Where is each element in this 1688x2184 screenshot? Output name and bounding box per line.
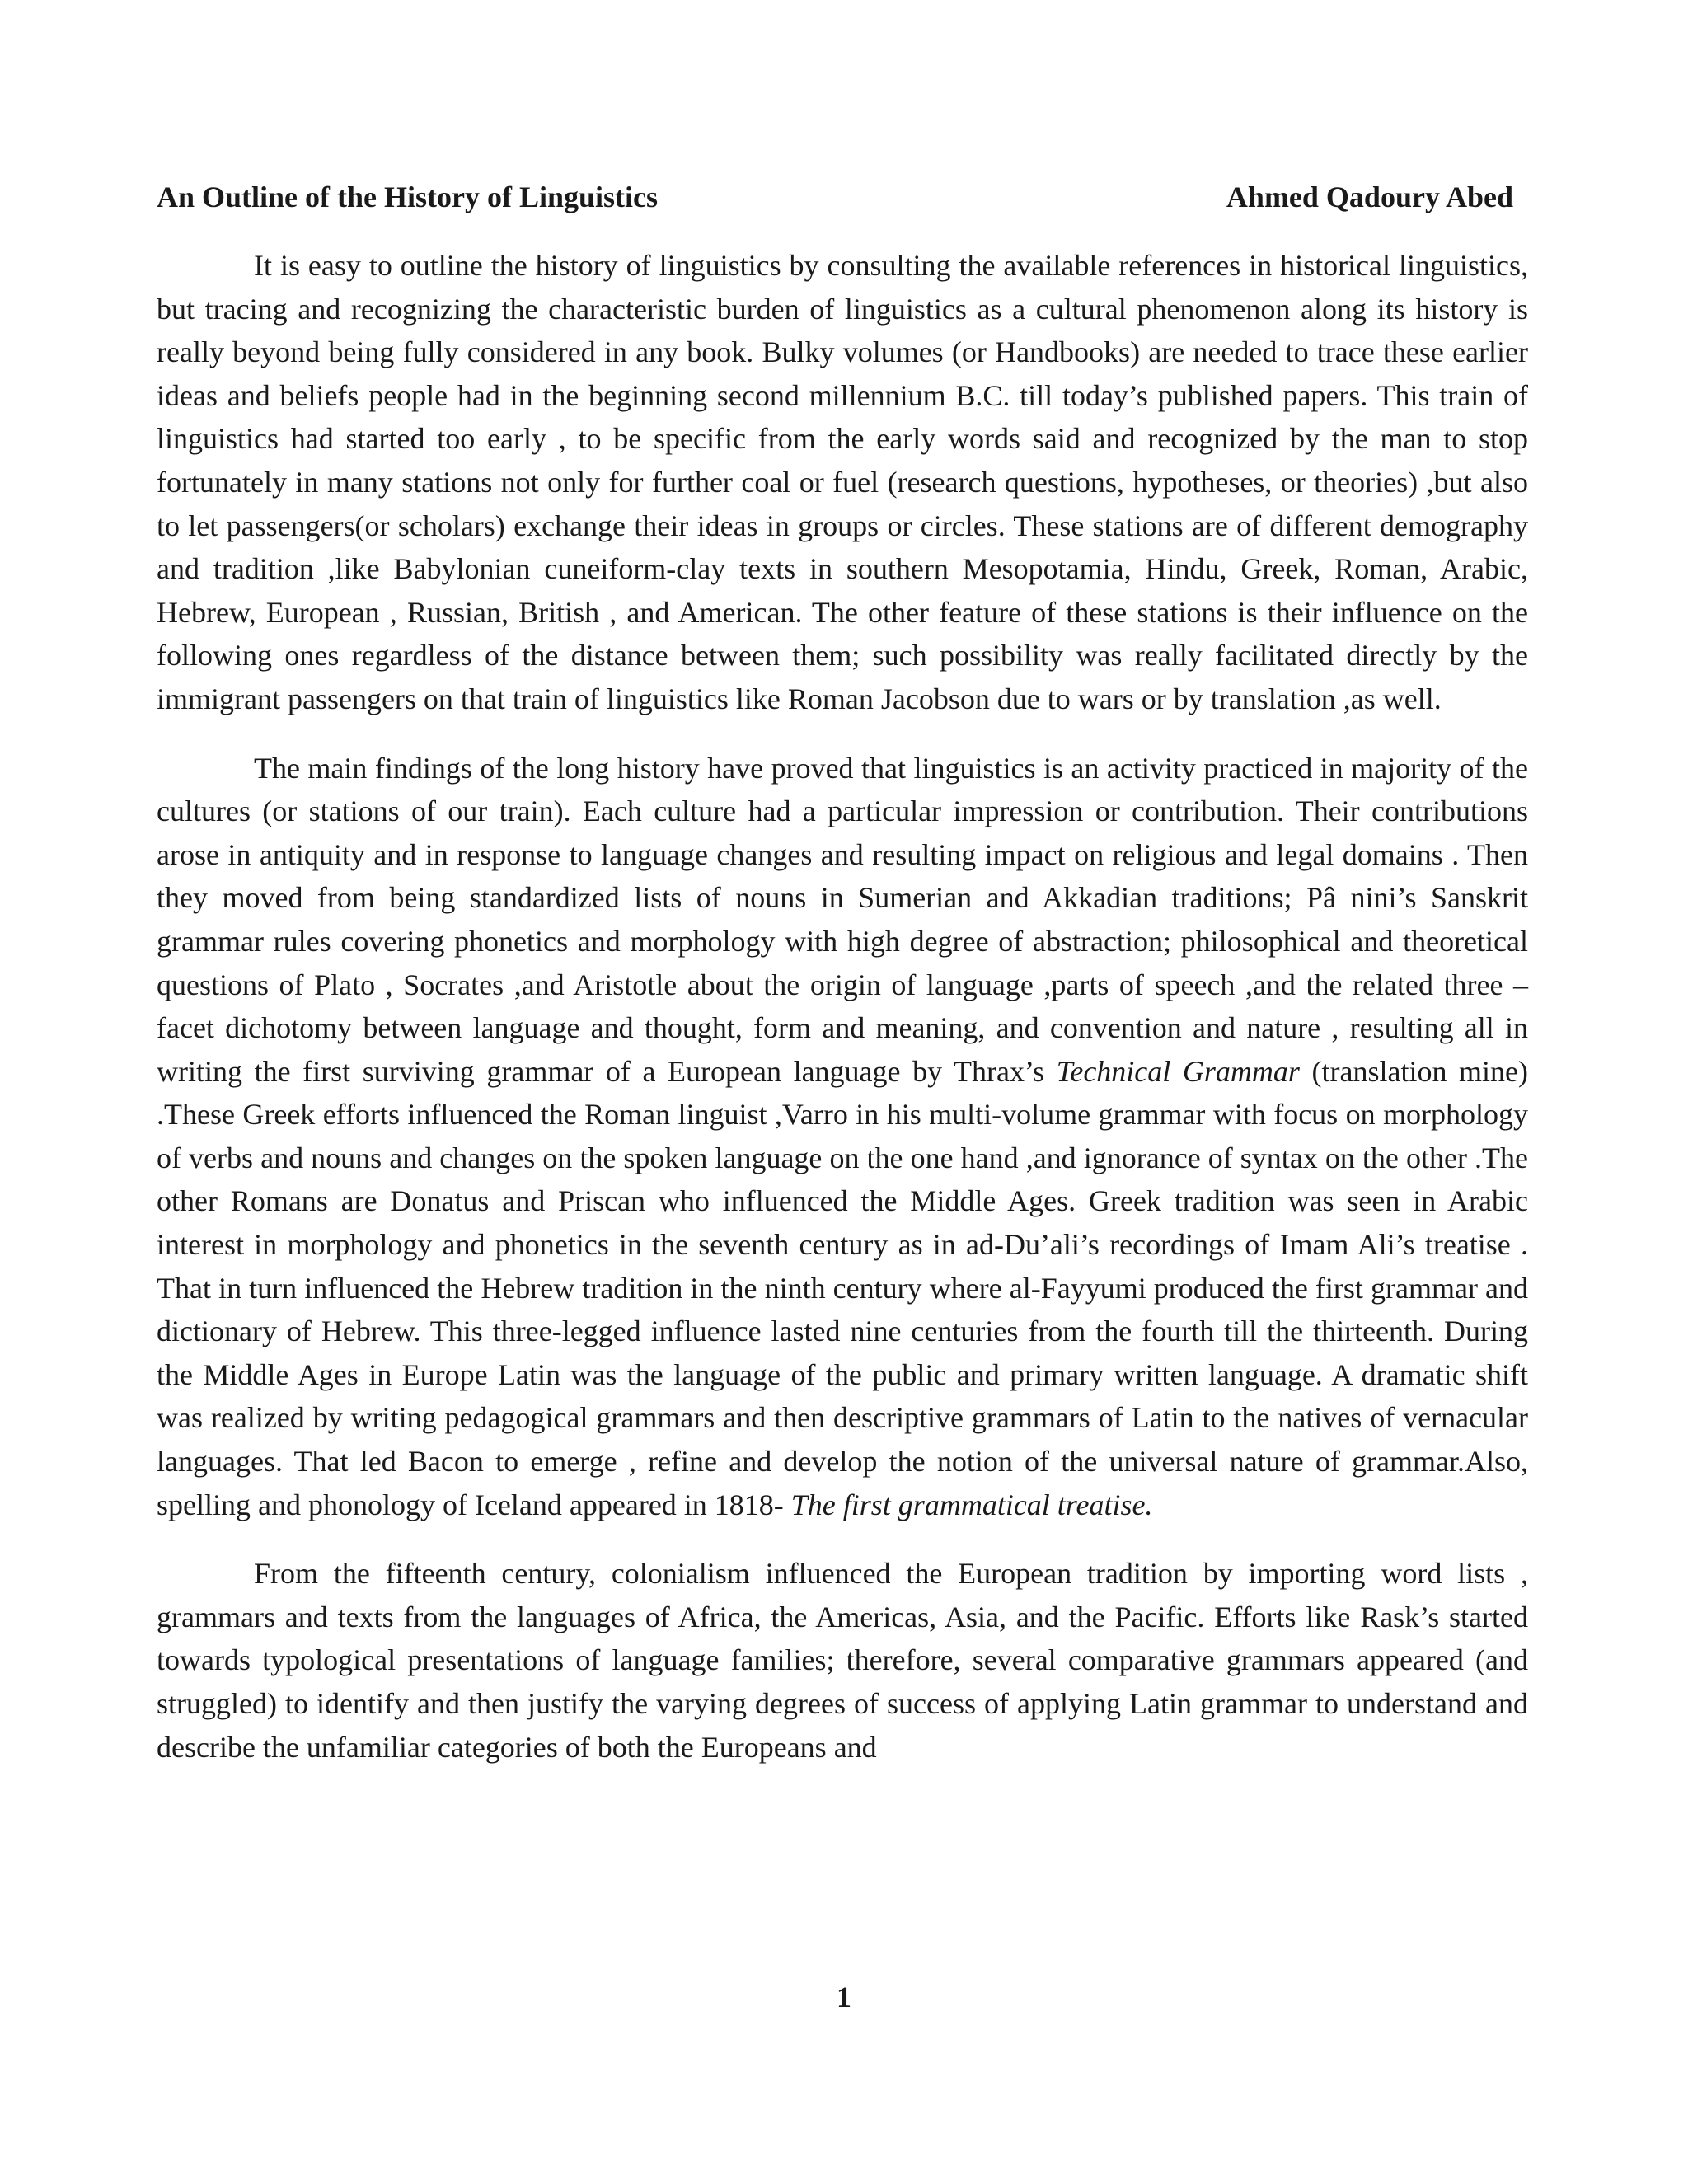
page-header <box>157 176 1513 218</box>
body-text <box>157 244 1528 1769</box>
paragraph-1: It is easy to outline the history of linguistics by consulting the available references in historical linguistics, but tracing and recognizing the characteristic burden of linguistics as a cultural phenomenon along its history is really beyond being fully considered in any book. Bulky volumes (or Handbooks) are needed to trace these earlier ideas and beliefs people had in the beginning second millennium B.C. till today’s published papers. This train of linguistics had started too early , to be specific from the early words said and recognized by the man to stop fortunately in many stations not only for further coal or fuel (research questions, hypotheses, or theories) ,but also to let passengers(or scholars) exchange their ideas in groups or circles. These stations are of different demography and tradition ,like Babylonian cuneiform-clay texts in southern Mesopotamia, Hindu, Greek, Roman, Arabic, Hebrew, European , Russian, British , and American. The other feature of these stations is their influence on the following ones regardless of the distance between them; such possibility was really facilitated directly by the immigrant passengers on that train of linguistics like Roman Jacobson due to wars or by translation ,as well. <box>157 249 1528 715</box>
paragraph-3: From the fifteenth century, colonialism influenced the European tradition by importing word lists , grammars and texts from the languages of Africa, the Americas, Asia, and the Pacific. Efforts like Rask’s started towards typological presentations of language families; therefore, several comparative grammars appeared (and struggled) to identify and then justify the varying degrees of success of applying Latin grammar to understand and describe the unfamiliar categories of both the Europeans and <box>157 1557 1528 1764</box>
page-number: 1 <box>837 1980 851 2013</box>
paragraph-2 <box>157 747 1528 1527</box>
paragraph-2-text-c: (translation mine) .These Greek efforts influenced the Roman linguist ,Varro in his multi-volume grammar with focus on morphology of verbs and nouns and changes on the spoken language on the one hand ,and ignorance of syntax on the other .The other Romans are Donatus and Priscan who influenced the Middle Ages. Greek tradition was seen in Arabic interest in morphology and phonetics in the seventh century as in ad-Du’ali’s recordings of Imam Ali’s treatise . That in turn influenced the Hebrew tradition in the ninth century where al-Fayyumi produced the first grammar and dictionary of Hebrew. This three-legged influence lasted nine centuries from the fourth till the thirteenth. During the Middle Ages in Europe Latin was the language of the public and primary written language. A dramatic shift was realized by writing pedagogical grammars and then descriptive grammars of Latin to the natives of vernacular languages. That led Bacon to emerge , refine and develop the notion of the universal nature of grammar.Also, spelling and phonology of Iceland appeared in 1818- <box>157 1054 1529 1521</box>
paragraph-2-title-technical-grammar: Technical Grammar <box>1056 1054 1300 1088</box>
paragraph-2-text-a: The main findings of the long history have proved that linguistics is an activity practiced in majority of the cultures (or stations of our train). Each culture had a particular impression or contribution. Their contributions arose in antiquity and in response to language changes and resulting impact on religious and legal domains . Then they moved from being standardized lists of nouns in Sumerian and Akkadian traditions; Pâ nini’s Sanskrit grammar rules covering phonetics and morphology with high degree of abstraction; philosophical and theoretical questions of Plato , Socrates ,and Aristotle about the origin of language ,parts of speech ,and the related three –facet dichotomy between language and thought, form and meaning, and convention and nature , resulting all in writing the first surviving grammar of a European language by Thrax’s <box>157 751 1528 1088</box>
document-author: Ahmed Qadoury Abed <box>1226 180 1513 213</box>
document-title: An Outline of the History of Linguistics <box>157 180 659 213</box>
paragraph-2-title-first-grammatical-treatise: The first grammatical treatise. <box>790 1488 1153 1521</box>
